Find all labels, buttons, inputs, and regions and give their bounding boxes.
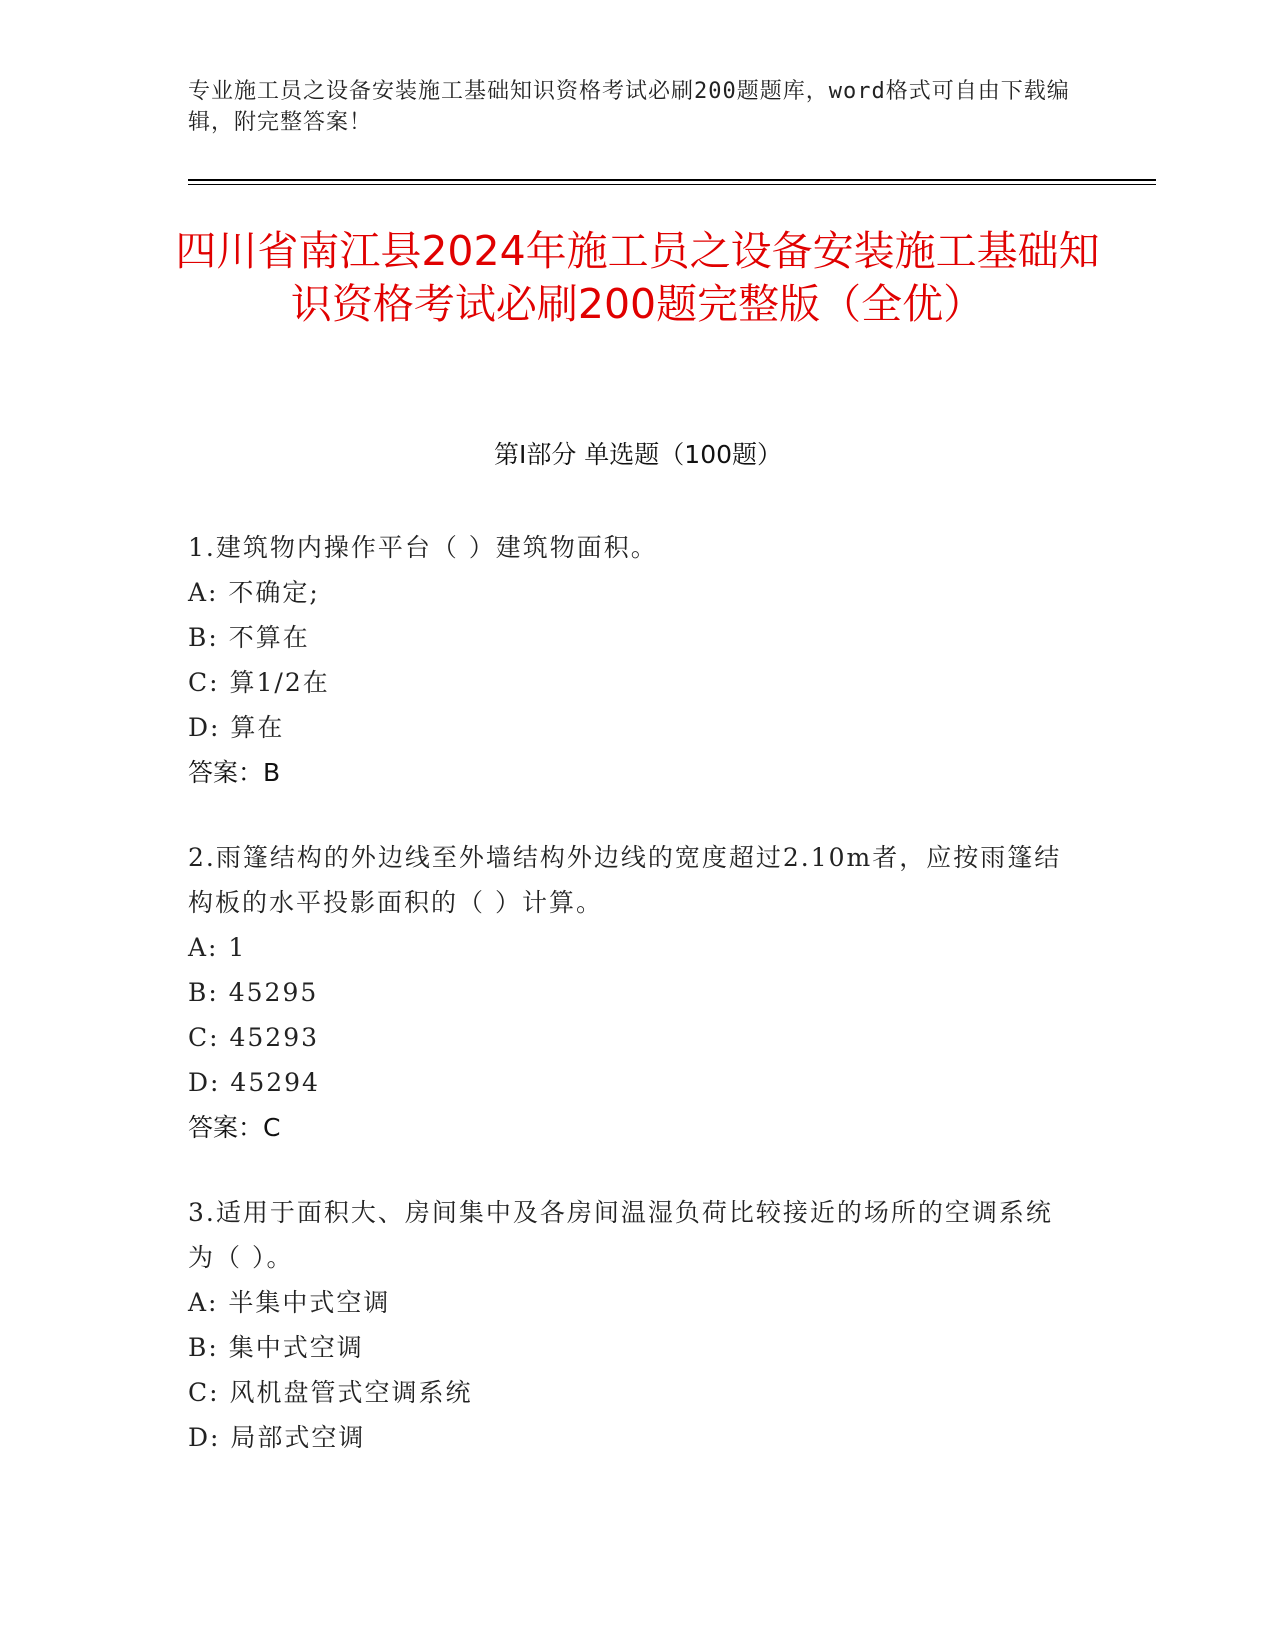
option-a: A: 不确定; [188, 578, 320, 607]
option-d: D: 算在 [188, 713, 285, 742]
question-stem: 3.适用于面积大、房间集中及各房间温湿负荷比较接近的场所的空调系统为（ ）。 [188, 1198, 1053, 1272]
option-c: C: 风机盘管式空调系统 [188, 1378, 473, 1407]
header-note: 专业施工员之设备安装施工基础知识资格考试必刷200题题库，word格式可自由下载编辑，附完整答案！ [188, 79, 1070, 135]
option-b: B: 45295 [188, 978, 319, 1007]
answer-text: 答案：C [188, 1113, 281, 1142]
document-title: 四川省南江县2024年施工员之设备安装施工基础知识资格考试必刷200题完整版（全优） [175, 227, 1100, 328]
option-d: D: 局部式空调 [188, 1423, 366, 1452]
option-c: C: 45293 [188, 1023, 320, 1052]
option-d: D: 45294 [188, 1068, 320, 1097]
header-rule-thin [188, 184, 1156, 185]
answer-text: 答案：B [188, 758, 281, 787]
header-rule-thick [188, 179, 1156, 181]
question-1 [188, 525, 1068, 795]
option-a: A: 半集中式空调 [188, 1288, 391, 1317]
question-2 [188, 835, 1068, 1150]
question-stem: 1.建筑物内操作平台（ ）建筑物面积。 [188, 533, 658, 562]
option-a: A: 1 [188, 933, 247, 962]
option-b: B: 集中式空调 [188, 1333, 364, 1362]
question-list [188, 525, 1068, 1500]
option-c: C: 算1/2在 [188, 668, 330, 697]
question-3 [188, 1190, 1068, 1460]
question-stem: 2.雨篷结构的外边线至外墙结构外边线的宽度超过2.10m者，应按雨篷结构板的水平投影面积的（ ）计算。 [188, 843, 1062, 917]
section-title: 第Ⅰ部分 单选题（100题） [493, 440, 783, 469]
option-b: B: 不算在 [188, 623, 310, 652]
